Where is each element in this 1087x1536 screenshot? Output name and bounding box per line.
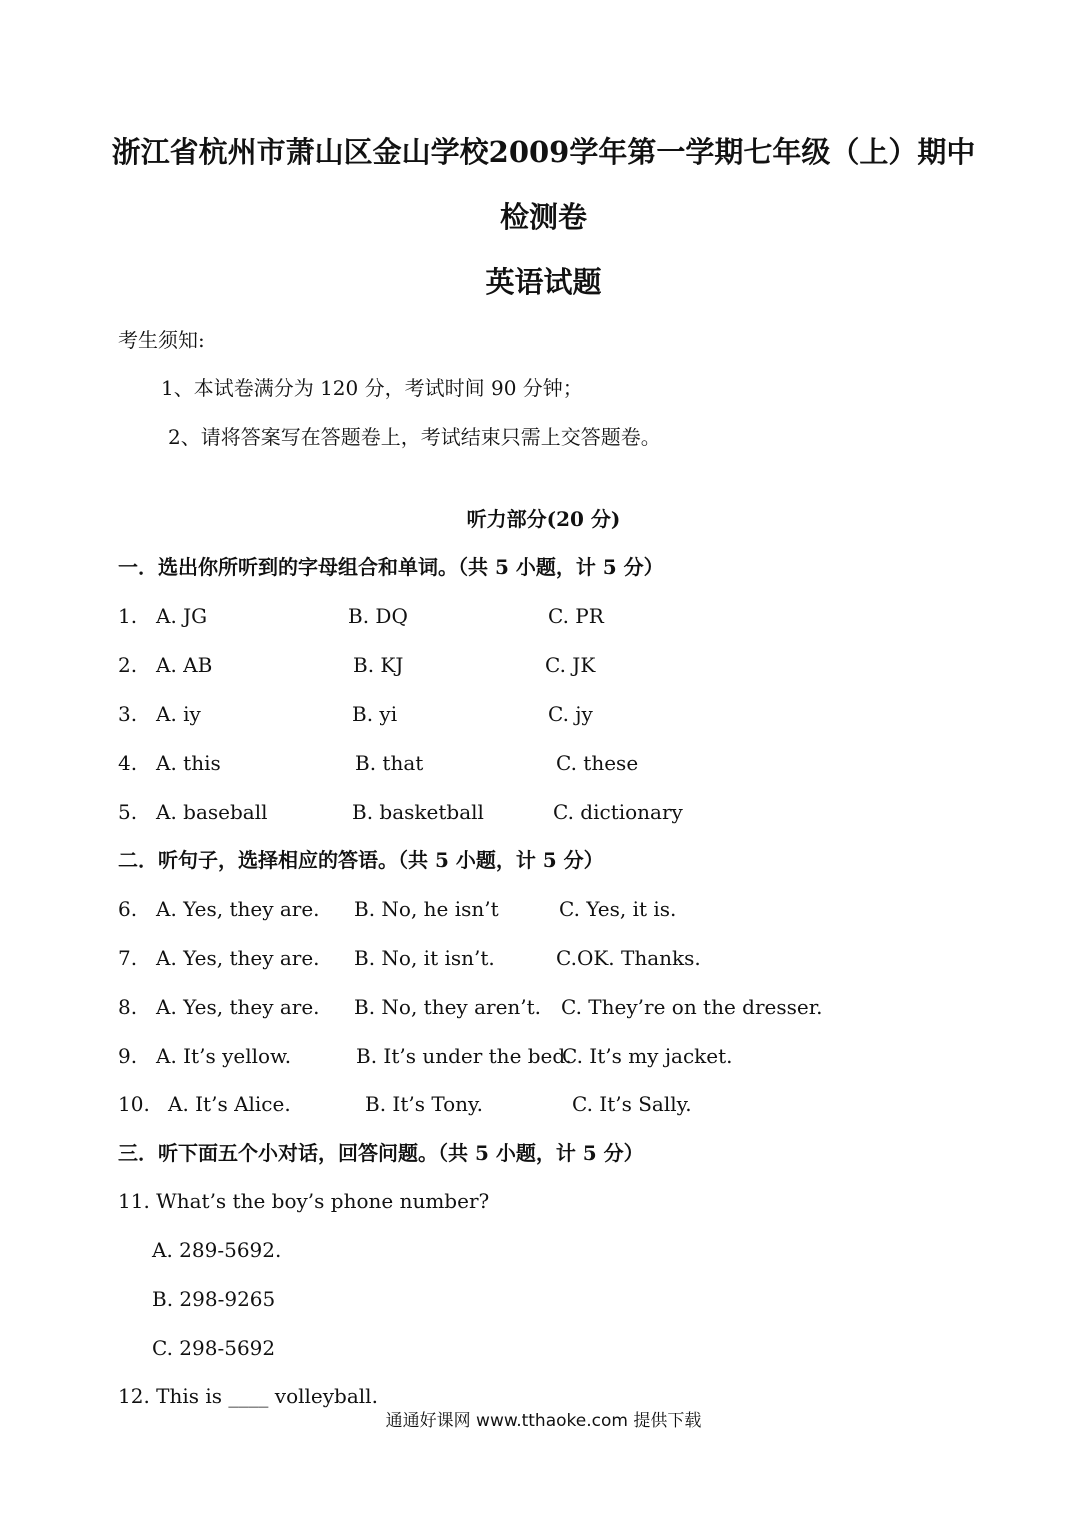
question-11-option-a: A. 289-5692.: [152, 1238, 282, 1262]
option-c: C. Yes, it is.: [559, 897, 677, 921]
option-c: C. It’s my jacket.: [562, 1044, 733, 1068]
option-a: A. this: [156, 751, 221, 775]
question-11-option-c: C. 298-5692: [152, 1336, 276, 1360]
option-a: A. Yes, they are.: [156, 897, 320, 921]
question-number: 5.: [118, 800, 138, 824]
section-1-heading: 一．选出你所听到的字母组合和单词。（共 5 小题，计 5 分）: [118, 555, 664, 579]
option-a: A. Yes, they are.: [156, 946, 320, 970]
notice-item-2: 2、请将答案写在答题卷上，考试结束只需上交答题卷。: [168, 425, 661, 449]
option-b: B. KJ: [353, 653, 404, 677]
question-11: 11. What’s the boy’s phone number?: [118, 1189, 490, 1213]
subject-title: 英语试题: [485, 265, 602, 299]
option-c: C. JK: [545, 653, 596, 677]
option-c: C. It’s Sally.: [572, 1092, 692, 1116]
exam-title-continued: 检测卷: [499, 200, 587, 234]
option-a: A. It’s Alice.: [168, 1092, 291, 1116]
option-b: B. basketball: [352, 800, 484, 824]
option-a: A. It’s yellow.: [156, 1044, 292, 1068]
option-c: C. dictionary: [553, 800, 683, 824]
option-b: B. It’s Tony.: [365, 1092, 484, 1116]
option-b: B. that: [355, 751, 424, 775]
question-number: 8.: [118, 995, 138, 1019]
option-a: A. baseball: [156, 800, 268, 824]
listening-part-title: 听力部分(20 分): [466, 507, 621, 531]
option-a: A. AB: [156, 653, 213, 677]
option-b: B. No, he isn’t: [354, 897, 499, 921]
option-b: B. It’s under the bed.: [356, 1044, 572, 1068]
option-a: A. iy: [156, 702, 201, 726]
question-number: 3.: [118, 702, 138, 726]
option-b: B. No, it isn’t.: [354, 946, 495, 970]
notice-label: 考生须知:: [118, 328, 205, 352]
exam-title: 浙江省杭州市萧山区金山学校2009学年第一学期七年级（上）期中: [111, 135, 976, 169]
question-number: 6.: [118, 897, 138, 921]
option-a: A. JG: [156, 604, 208, 628]
option-b: B. yi: [352, 702, 398, 726]
option-b: B. DQ: [348, 604, 408, 628]
option-c: C. PR: [548, 604, 604, 628]
question-11-option-b: B. 298-9265: [152, 1287, 276, 1311]
notice-item-1: 1、本试卷满分为 120 分，考试时间 90 分钟；: [161, 376, 583, 400]
option-b: B. No, they aren’t.: [354, 995, 542, 1019]
option-c: C. these: [556, 751, 639, 775]
question-12: 12. This is ____ volleyball.: [118, 1384, 378, 1408]
option-c: C. They’re on the dresser.: [561, 995, 823, 1019]
option-a: A. Yes, they are.: [156, 995, 320, 1019]
option-c: C.OK. Thanks.: [556, 946, 701, 970]
footer-source: 通通好课网 www.tthaoke.com 提供下载: [385, 1411, 702, 1431]
question-number: 10.: [118, 1092, 150, 1116]
section-3-heading: 三．听下面五个小对话，回答问题。（共 5 小题，计 5 分）: [118, 1141, 644, 1165]
question-number: 7.: [118, 946, 138, 970]
question-number: 9.: [118, 1044, 138, 1068]
option-c: C. jy: [548, 702, 593, 726]
section-2-heading: 二．听句子，选择相应的答语。（共 5 小题，计 5 分）: [118, 848, 604, 872]
question-number: 2.: [118, 653, 138, 677]
question-number: 1.: [118, 604, 138, 628]
question-number: 4.: [118, 751, 138, 775]
